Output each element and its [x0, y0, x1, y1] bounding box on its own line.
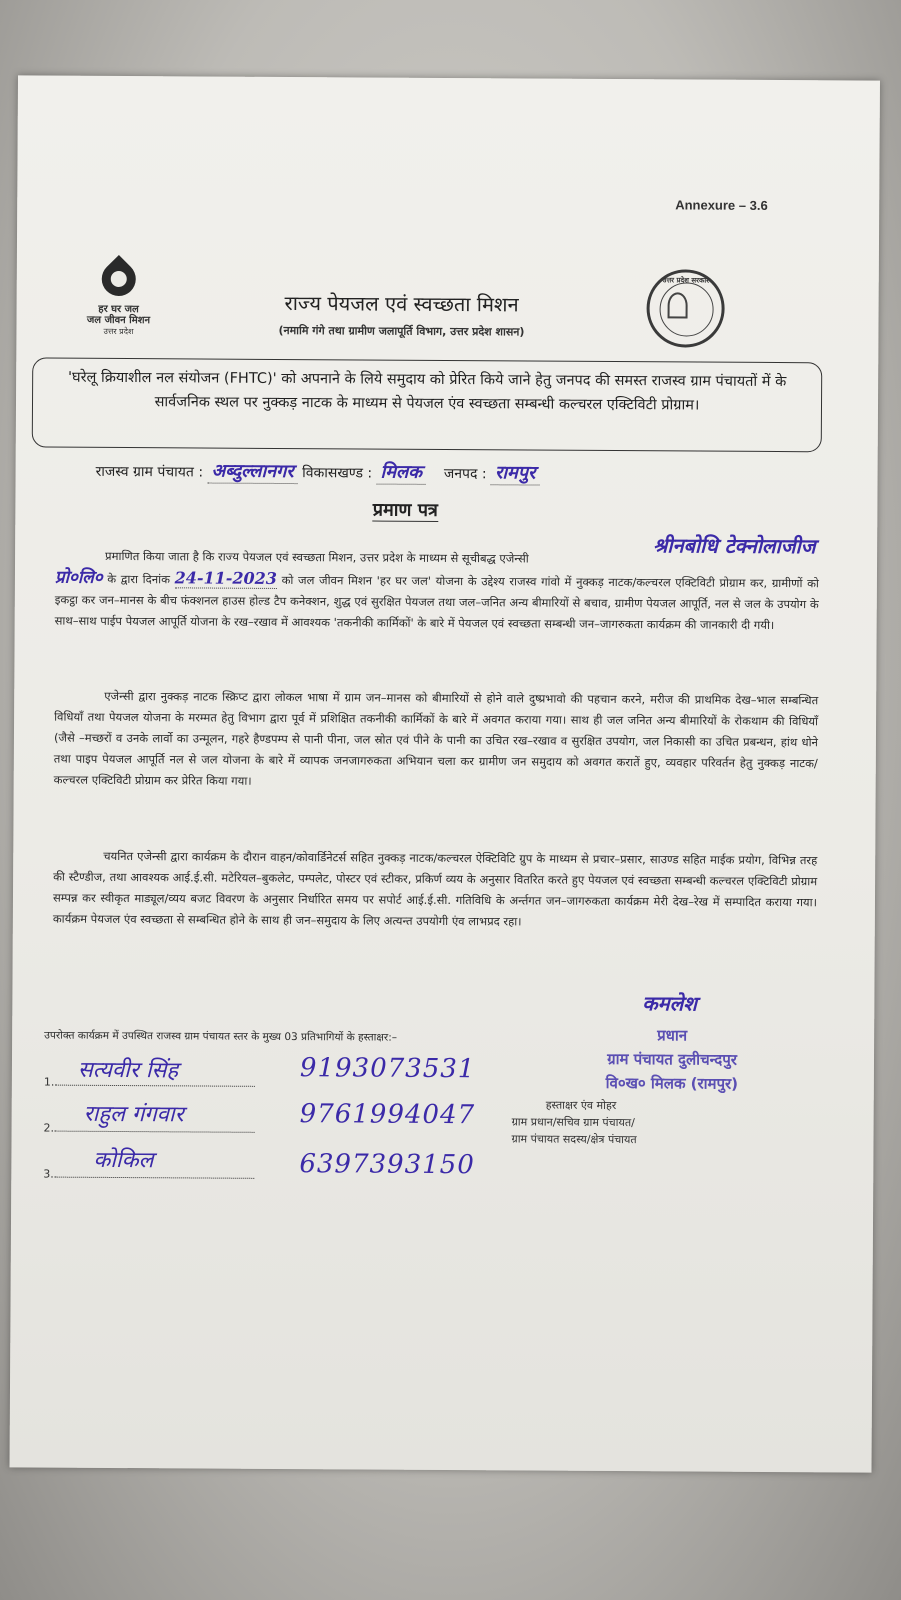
location-fields: [96, 458, 816, 487]
block-value: मिलक: [380, 461, 423, 483]
page-subtitle: (नमामि गंगे तथा ग्रामीण जलापूर्ति विभाग, उत्तर प्रदेश शासन): [278, 323, 525, 339]
participant-phone: 6397393150: [299, 1149, 475, 1181]
p1-part-c: को जल जीवन मिशन 'हर घर जल' योजना के उद्देश्य राजस्व गांवो में नुक्कड़ नाटक/कल्चरल एक्टिविटी प्रोग्राम कर, ग्रामीणों को इकट्ठा कर जन–मानस के बीच फंक्शनल हाउस होल्ड टैप कनेक्शन, शुद्ध एवं सुरक्षित पेयजल तथा जल–जनित अन्य बीमारियों से बचाव, ग्रामीण पेयजल आपूर्ति, नल से जल के उपयोग के साथ–साथ पाईप पेयजल आपूर्ति योजना के रख–रखाव में आवश्यक 'तकनीकी कार्मिकों' के बारे में पेयजल एवं स्वच्छता सम्बन्धी जन–जागरुकता कार्यक्रम की जानकारी दी गयी।: [54, 572, 819, 632]
paragraph-3: चयनित एजेन्सी द्वारा कार्यक्रम के दौरान वाहन/कोवार्डिनेटर्स सहित नुक्कड़ नाटक/कल्चरल ऐक्टिविटि ग्रुप के माध्यम से प्रचार–प्रसार, साउण्ड सहित माईक प्रयोग, विभिन्न तरह की स्टैण्डीज, तथा आवश्यक आई.ई.सी. मटेरियल–बुकलेट, पम्पलेट, पोस्टर एवं स्टीकर, प्रकिर्ण व्यय के अनुसार वितरित करते हुए पेयजल एवं स्वच्छता सम्बन्धी कल्चरल एक्टिविटी प्रोग्राम सम्पन्न कर स्वीकृत माड्यूल/व्यय बजट विवरण के अनुसार निर्धारित समय पर सपोर्ट आई.ई.सी. गतिविधि के अर्न्तगत जन–जागरुकता कार्यक्रम मेरी देख–रेख में सम्पादित कराया गया। कार्यक्रम पेयजल एंव स्वच्छता से सम्बन्धित होने के साथ ही जन–समुदाय के लिए अत्यन्त उपयोगी एंव लाभप्रद रहा।: [52, 848, 818, 929]
up-government-seal-icon: [646, 269, 724, 347]
participant-phone: 9761994047: [299, 1099, 476, 1131]
block-label: विकासखण्ड :: [302, 465, 373, 482]
paragraph-2: एजेन्सी द्वारा नुक्कड़ नाटक स्क्रिप्ट द्वारा लोकल भाषा में ग्राम जन–मानस को बीमारियों से होने वाले दुष्प्रभावो की पहचान करने, मरीज की प्राथमिक देख–भाल सम्बन्धित विधियाँ तथा पेयजल योजना के मरम्मत हेतु विभाग द्वारा पूर्व में प्रशिक्षित तकनीकी कार्मिकों के बारे में अवगत कराया गया। साथ ही जल जनित अन्य बीमारियों के रोकथाम की विधियाँ (जैसे –मच्छरों व उनके लार्वो का उन्मूलन, गहरे हैण्डपम्प से पानी पीना, जल स्रोत एवं पीने के पानी का उचित रख–रखाव व सुरक्षित उपयोग, जल निकासी का उचित प्रबन्धन, हांथ धोने तथा पाइप पेयजल आपूर्ति नल से जल योजना के बारे में व्यापक जनजागरुकता अभियान चला कर ग्रामीण जन समुदाय को अवगत करातें हुए, व्यवहार परिवर्तन हेतु नुक्कड़ नाटक/कल्चरल एक्टिविटी प्रोग्राम कर प्रेरित किया गया।: [53, 688, 819, 788]
p1-part-a: प्रमाणित किया जाता है कि राज्य पेयजल एवं स्वच्छता मिशन, उत्तर प्रदेश के माध्यम से सूचीबद्ध एजेन्सी: [105, 548, 529, 566]
p1-part-b: के द्वारा दिनांक: [107, 571, 171, 587]
handwritten-proj: प्रो०लि०: [54, 567, 103, 588]
pradhan-signature: कमलेश: [642, 991, 697, 1016]
participant-name: राहुल गंगवार: [83, 1101, 184, 1128]
paragraph-1: [55, 546, 820, 637]
participant-name: सत्यवीर सिंह: [77, 1057, 179, 1084]
page-title: राज्य पेयजल एवं स्वच्छता मिशन: [284, 291, 519, 317]
certificate-heading: प्रमाण पत्र: [372, 499, 438, 521]
participant-phone: 9193073531: [299, 1053, 476, 1085]
participant-name: कोकिल: [93, 1147, 154, 1174]
pradhan-stamp: प्रधान ग्राम पंचायत दुलीचन्दपुर वि०ख० मिलक (रामपुर): [605, 1026, 739, 1093]
district-label: जनपद :: [443, 465, 487, 483]
participant-row: 3. कोकिल 6397393150: [43, 1168, 254, 1182]
participant-row: 2. राहुल गंगवार 9761994047: [43, 1099, 476, 1135]
participants-intro: उपरोक्त कार्यक्रम में उपस्थित राजस्व ग्राम पंचायत स्तर के मुख्य 03 प्रतिभागियों के हस्ताक्षर:–: [44, 1029, 398, 1044]
annexure-label: Annexure – 3.6: [675, 197, 768, 213]
handwritten-agency-name: श्रीनबोधि टेक्नोलाजीज: [653, 533, 816, 559]
har-ghar-jal-logo: [74, 262, 162, 338]
seal-text: उत्तर प्रदेश सरकार: [662, 276, 710, 285]
program-description: 'घरेलू क्रियाशील नल संयोजन (FHTC)' को अपनाने के लिये समुदाय को प्रेरित किये जाने हेतु जनपद की समस्त राजस्व ग्राम पंचायतों में के सार्वजनिक स्थल पर नुक्कड़ नाटक के माध्यम से पेयजल एंव स्वच्छता सम्बन्धी कल्चरल एक्टिविटी प्रोग्राम।: [68, 369, 787, 414]
logo-line1: हर घर जल: [98, 303, 139, 316]
document-page: [10, 75, 880, 1472]
panchayat-label: राजस्व ग्राम पंचायत :: [95, 463, 204, 481]
handwritten-date: 24-11-2023: [174, 568, 278, 588]
logo-line3: उत्तर प्रदेश: [103, 326, 134, 337]
panchayat-value: अब्दुल्लानगर: [211, 460, 294, 483]
signature-labels: हस्ताक्षर एंव मोहर ग्राम प्रधान/सचिव ग्राम पंचायत/ ग्राम पंचायत सदस्य/क्षेत्र पंचायत: [511, 1098, 637, 1147]
district-value: रामपुर: [494, 462, 536, 484]
water-drop-tap-icon: [95, 255, 143, 303]
logo-line2: जल जीवन मिशन: [86, 314, 151, 327]
participant-row: 1. सत्यवीर सिंह 9193073531: [43, 1053, 476, 1089]
